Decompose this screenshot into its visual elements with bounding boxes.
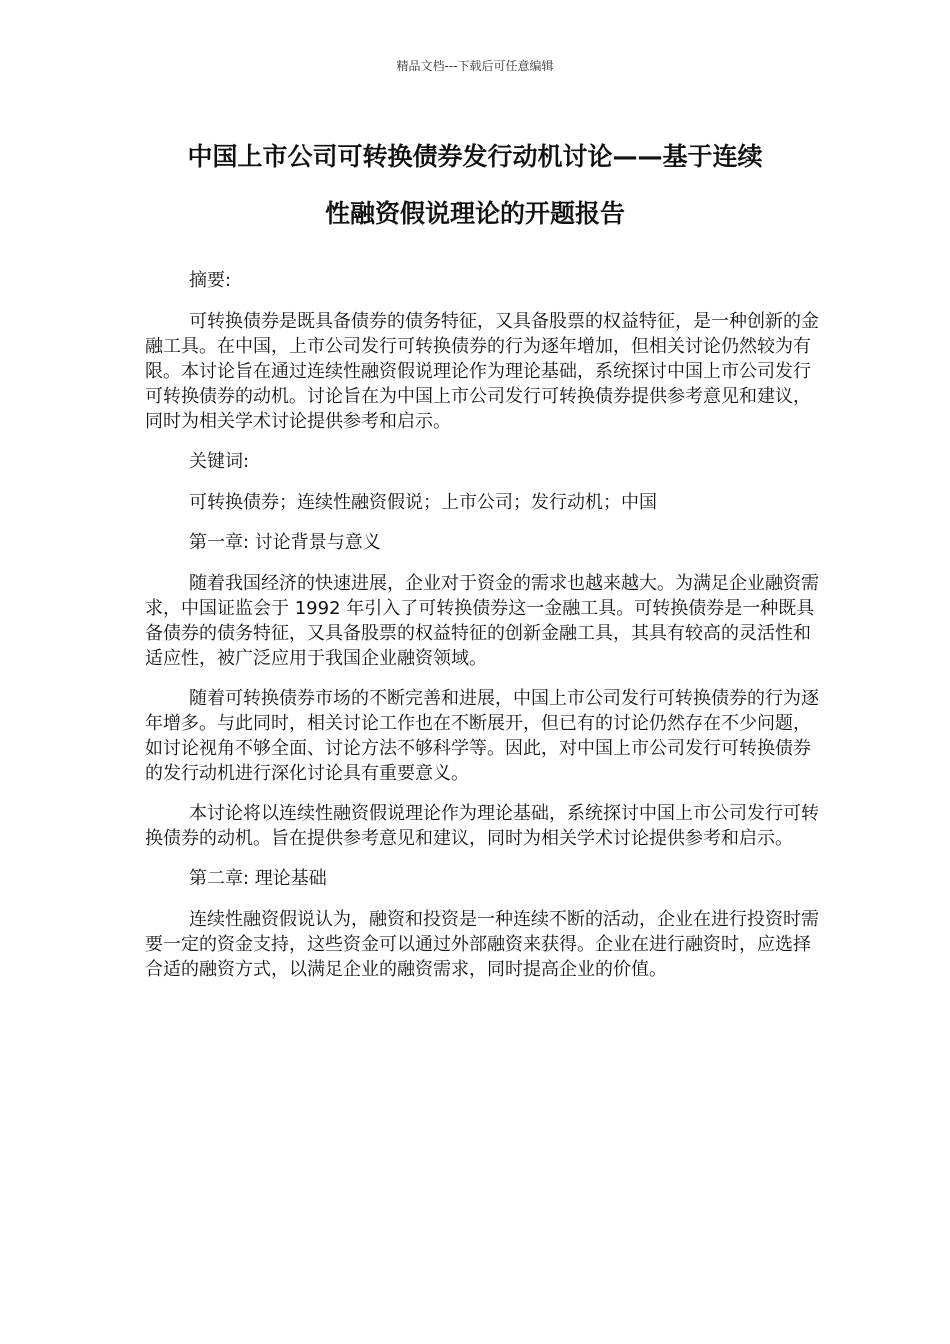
document-title	[120, 128, 830, 242]
chapter-1-paragraph-1: 随着我国经济的快速进展，企业对于资金的需求也越来越大。为满足企业融资需求，中国证监会于 1992 年引入了可转换债券这一金融工具。可转换债券是一种既具备债券的债务特征，又具备股票的权益特征的创新金融工具，其具有较高的灵活性和适应性，被广泛应用于我国企业融资领域。	[145, 573, 819, 669]
chapter-2-heading: 第二章: 理论基础	[189, 868, 327, 889]
title-line-1: 中国上市公司可转换债券发行动机讨论——基于连续	[187, 142, 763, 171]
keywords-label: 关键词:	[189, 451, 250, 472]
page-header-note: 精品文档---下载后可任意编辑	[396, 59, 554, 73]
chapter-1-heading: 第一章: 讨论背景与意义	[189, 532, 381, 553]
title-line-2: 性融资假说理论的开题报告	[324, 199, 625, 228]
chapter-2-paragraph-1: 连续性融资假说认为，融资和投资是一种连续不断的活动，企业在进行投资时需要一定的资金支持，这些资金可以通过外部融资来获得。企业在进行融资时，应选择合适的融资方式，以满足企业的融资需求，同时提高企业的价值。	[145, 909, 819, 980]
keywords-paragraph: 可转换债券；连续性融资假说；上市公司；发行动机；中国	[189, 492, 657, 513]
chapter-1-paragraph-3: 本讨论将以连续性融资假说理论作为理论基础，系统探讨中国上市公司发行可转换债券的动机。旨在提供参考意见和建议，同时为相关学术讨论提供参考和启示。	[145, 803, 819, 849]
chapter-1-paragraph-2: 随着可转换债券市场的不断完善和进展，中国上市公司发行可转换债券的行为逐年增多。与此同时，相关讨论工作也在不断展开，但已有的讨论仍然存在不少问题，如讨论视角不够全面、讨论方法不够科学等。因此，对中国上市公司发行可转换债券的发行动机进行深化讨论具有重要意义。	[145, 688, 819, 784]
document-body	[145, 268, 825, 997]
abstract-label: 摘要:	[189, 270, 232, 291]
abstract-paragraph: 可转换债券是既具备债券的债务特征，又具备股票的权益特征，是一种创新的金融工具。在中国，上市公司发行可转换债券的行为逐年增加，但相关讨论仍然较为有限。本讨论旨在通过连续性融资假说理论作为理论基础，系统探讨中国上市公司发行可转换债券的动机。讨论旨在为中国上市公司发行可转换债券提供参考意见和建议，同时为相关学术讨论提供参考和启示。	[145, 311, 819, 432]
